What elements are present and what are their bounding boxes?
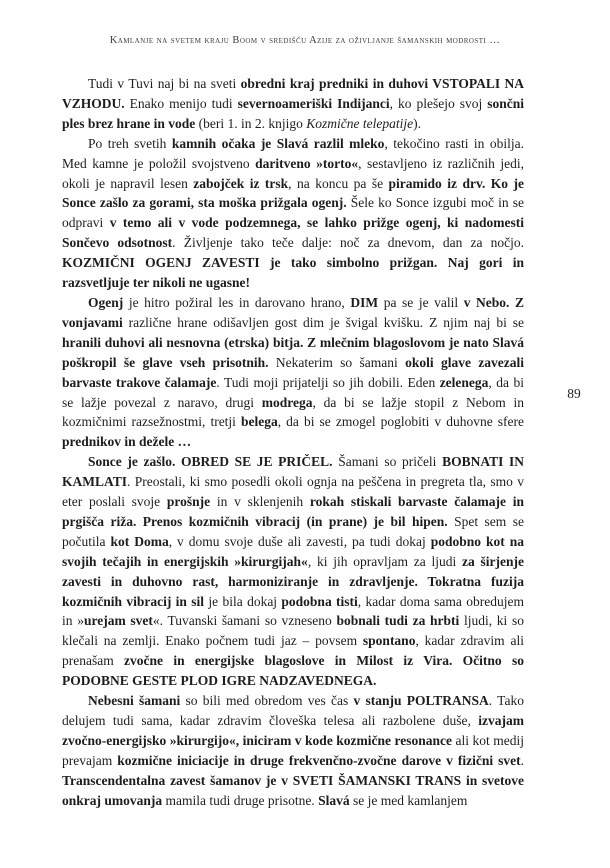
text-segment: (beri 1. in 2. knjigo — [195, 115, 307, 131]
text-segment: severnoameriški Indijanci — [237, 95, 390, 111]
text-segment: Enako menijo tudi — [124, 95, 238, 111]
text-segment: spontano — [362, 633, 416, 649]
text-segment: . Preostali, ki smo posedli okoli ognja na peščena in pregreta tla, smo v eter poslali svoje — [62, 474, 524, 510]
text-segment: belega — [241, 414, 278, 430]
text-segment: , da bi se zmogel poglobiti v duhovne sfere — [277, 414, 525, 430]
text-segment: Tudi v Tuvi naj bi na sveti — [88, 76, 241, 91]
text-segment: Ogenj — [88, 294, 124, 310]
paragraph — [62, 134, 524, 293]
text-segment: Nekaterim so šamani — [268, 354, 406, 370]
text-segment: ali kot medij prevajam — [62, 732, 524, 768]
text-segment: kot Doma — [110, 533, 169, 549]
text-segment: bobnali tudi za hrbti — [336, 613, 460, 629]
text-segment: v temo ali v vode podzemnega, se lahko prižge ogenj, ki nadomesti Sončevo odsotnost — [62, 215, 524, 251]
paragraph — [62, 74, 524, 134]
text-segment: Šele ko Sonce izgubi moč in se odpravi — [62, 195, 524, 231]
text-segment: Kozmične telepatije — [306, 115, 414, 131]
text-segment: zelenega — [439, 374, 489, 390]
text-segment: izvajam zvočno-energijsko »kirurgijo«, iniciram v kode kozmične resonance — [62, 713, 524, 748]
text-segment: , na koncu pa še — [288, 175, 389, 191]
running-header: Kamlanje na svetem kraju Boom v središču Azije za oživljanje šamanskih modrosti … — [109, 35, 501, 46]
text-segment: DIM — [350, 294, 379, 310]
text-segment: . Tudi moji prijatelji so jih dobili. Eden — [216, 374, 440, 390]
text-segment: sončni ples brez hrane in vode — [62, 95, 525, 131]
text-segment: Transcendentalna zavest šamanov je v SVETI ŠAMANSKI TRANS in svetove onkraj umovanja — [62, 772, 524, 808]
text-segment: zabojček iz trsk — [193, 175, 289, 191]
text-segment: zvočne in energijske blagoslove in Milost iz Vira. Očitno so PODOBNE GESTE PLOD IGRE NADZAVEDNEGA. — [62, 653, 524, 689]
text-segment: Sonce je zašlo. OBRED SE JE PRIČEL. — [88, 454, 333, 470]
text-segment: ljudi, ki so klečali na zemlji. Enako počnem tudi jaz – povsem — [62, 613, 524, 649]
text-segment: , sestavljeno iz različnih jedi, okoli je napravil lesen — [62, 155, 524, 191]
text-segment: . Življenje tako teče dalje: noč za dnevom, dan za nočjo. — [172, 235, 524, 251]
text-segment: za širjenje zavesti in duhovno rast, harmoniziranje in zdravljenje. Tokratna fuzija kozmičnih vibracij in sil — [62, 553, 524, 609]
text-segment: urejam svet — [83, 613, 153, 629]
text-segment: Slavá — [318, 792, 350, 808]
text-segment: , tekočino rasti in obilja. Med kamne je položil svojstveno — [62, 135, 524, 171]
text-segment: in v sklenjenih — [210, 494, 310, 510]
text-segment: je bila dokaj — [204, 593, 282, 609]
text-segment: KOZMIČNI OGENJ ZAVESTI je tako simbolno prižgan. Naj gori in razsvetljuje ter nikoli ne ugasne! — [62, 255, 524, 291]
text-segment: , kadar zdravim ali prenašam — [62, 633, 524, 669]
text-segment: BOBNATI IN KAMLATI — [62, 454, 524, 490]
text-segment: v stanju POLTRANSA — [353, 693, 489, 709]
text-segment: kamnih očaka je Slavá razlil mleko — [171, 135, 385, 151]
text-segment: «. Tuvanski šamani so vzneseno — [152, 613, 337, 629]
text-segment: prošnje — [166, 494, 211, 510]
text-segment: piramido iz drv. Ko je Sonce zašlo za gorami, sta moška prižgala ogenj. — [62, 175, 524, 211]
text-segment: , ko plešejo svoj — [389, 95, 488, 111]
text-segment: , v domu svoje duše ali zavesti, pa tudi dokaj — [168, 533, 431, 549]
text-segment: , kadar doma sama obredujem in » — [62, 593, 524, 629]
text-segment: podobno kot na svojih tečajih in energijskih »kirurgijah« — [62, 533, 524, 569]
text-segment: pa se je valil — [378, 294, 464, 310]
page-body-text — [62, 74, 524, 811]
text-segment: so bili med obredom ves čas — [180, 693, 354, 709]
text-segment: , ki jih opravljam za ljudi — [307, 553, 462, 569]
text-segment: modrega — [261, 394, 313, 410]
text-segment: daritveno »torto« — [255, 155, 359, 171]
paragraph — [62, 691, 524, 810]
text-segment: različne hrane odišavljen gost dim je švigal kvišku. Z njim naj bi se — [122, 314, 524, 330]
text-segment: Po treh svetih — [88, 135, 172, 151]
text-segment: v Nebo. Z vonjavami — [62, 294, 525, 330]
paragraph — [62, 293, 524, 452]
text-segment: prednikov in dežele … — [62, 434, 192, 450]
text-segment: , da bi se lažje stopil z Nebom in kozmičnimi razsežnostmi, tretji — [62, 394, 524, 430]
text-segment: okoli glave zavezali barvaste trakove čalamaje — [62, 354, 524, 390]
text-segment: podobna tisti — [281, 593, 358, 609]
text-segment: ). — [413, 115, 421, 131]
paragraph — [62, 452, 524, 691]
text-segment: Nebesni šamani — [88, 693, 181, 709]
text-segment: kozmične iniciacije in druge frekvenčno-zvočne darove v fizični svet — [117, 752, 521, 768]
text-segment: rokah stiskali barvaste čalamaje in prgišča riža. Prenos kozmičnih vibracij (in prane) je bil hipen. — [62, 494, 524, 529]
text-segment: mamila tudi druge prisotne. — [162, 792, 319, 808]
text-segment: Šamani so pričeli — [332, 454, 443, 470]
text-segment: . Tako delujem tudi sama, kadar zdravim človeška telesa ali razbolene duše, — [62, 693, 524, 728]
text-segment: se je med kamlanjem — [349, 792, 468, 808]
text-segment: je hitro požiral les in darovano hrano, — [123, 294, 351, 310]
text-segment: , da bi se lažje povezal z naravo, drugi — [62, 374, 524, 410]
text-segment: Spet sem se počutila — [62, 513, 524, 549]
text-segment: . — [520, 752, 524, 768]
page-number: 89 — [567, 386, 581, 401]
text-segment: hranili duhovi ali nesnovna (etrska) bitja. Z mlečnim blagoslovom je nato Slavá poškropil še glave vseh prisotnih. — [62, 334, 524, 370]
text-segment: obredni kraj predniki in duhovi VSTOPALI NA VZHODU. — [62, 76, 524, 111]
